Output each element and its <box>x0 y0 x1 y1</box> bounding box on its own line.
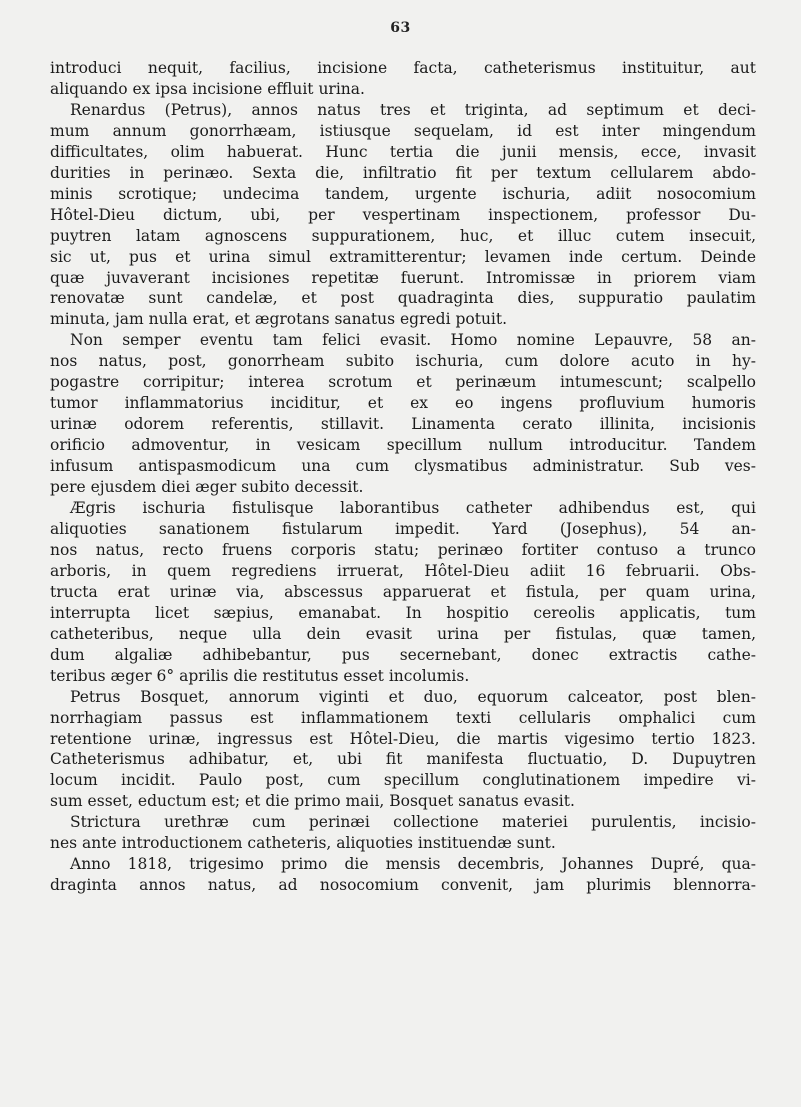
page-number: 63 <box>390 20 411 36</box>
text-line: dum algaliæ adhibebantur, pus secernebant, donec extractis cathe- <box>50 645 756 664</box>
body-text <box>50 58 756 896</box>
text-line: Anno 1818, trigesimo primo die mensis decembris, Johannes Dupré, qua- <box>70 855 756 874</box>
text-line: renovatæ sunt candelæ, et post quadraginta dies, suppuratio paulatim <box>50 289 756 308</box>
text-line: norrhagiam passus est inflammationem texti cellularis omphalici cum <box>50 708 756 727</box>
text-line: Non semper eventu tam felici evasit. Homo nomine Lepauvre, 58 an- <box>70 331 756 350</box>
text-line: sic ut, pus et urina simul extramitterentur; levamen inde certum. Deinde <box>50 247 756 266</box>
text-line: urinæ odorem referentis, stillavit. Linamenta cerato illinita, incisionis <box>50 415 756 434</box>
text-line: difficultates, olim habuerat. Hunc tertia die junii mensis, ecce, invasit <box>50 142 756 161</box>
text-line: mum annum gonorrhæam, istiusque sequelam, id est inter mingendum <box>50 121 756 140</box>
text-line: sum esset, eductum est; et die primo maii, Bosquet sanatus evasit. <box>50 792 575 811</box>
text-line: Renardus (Petrus), annos natus tres et triginta, ad septimum et deci- <box>70 100 756 119</box>
text-line: catheteribus, neque ulla dein evasit urina per fistulas, quæ tamen, <box>50 624 756 643</box>
text-line: Strictura urethræ cum perinæi collectione materiei purulentis, incisio- <box>70 813 756 832</box>
text-line: Hôtel-Dieu dictum, ubi, per vespertinam inspectionem, professor Du- <box>50 205 756 224</box>
text-line: infusum antispasmodicum una cum clysmatibus administratur. Sub ves- <box>50 457 756 476</box>
text-line: introduci nequit, facilius, incisione facta, catheterismus instituitur, aut <box>50 59 756 77</box>
text-line: nos natus, post, gonorrheam subito ischuria, cum dolore acuto in hy- <box>50 352 756 371</box>
text-line: locum incidit. Paulo post, cum specillum conglutinationem impedire vi- <box>50 771 756 790</box>
text-line: interrupta licet sæpius, emanabat. In hospitio cereolis applicatis, tum <box>50 603 756 622</box>
text-line: aliquando ex ipsa incisione effluit urina. <box>50 79 365 98</box>
text-line: teribus æger 6° aprilis die restitutus esset incolumis. <box>50 666 470 685</box>
text-line: durities in perinæo. Sexta die, infiltratio fit per textum cellularem abdo- <box>50 163 756 182</box>
text-line: retentione urinæ, ingressus est Hôtel-Dieu, die martis vigesimo tertio 1823. <box>50 729 756 748</box>
text-line: minis scrotique; undecima tandem, urgente ischuria, adiit nosocomium <box>50 184 756 203</box>
text-line: aliquoties sanationem fistularum impedit. Yard (Josephus), 54 an- <box>50 519 756 538</box>
text-line: pere ejusdem diei æger subito decessit. <box>50 478 364 497</box>
text-line: pogastre corripitur; interea scrotum et perinæum intumescunt; scalpello <box>50 373 756 392</box>
text-line: nes ante introductionem catheteris, aliquoties instituendæ sunt. <box>50 834 556 853</box>
text-line: Catheterismus adhibatur, et, ubi fit manifesta fluctuatio, D. Dupuytren <box>50 750 756 769</box>
text-line: puytren latam agnoscens suppurationem, huc, et illuc cutem insecuit, <box>50 226 756 245</box>
text-line: minuta, jam nulla erat, et ægrotans sanatus egredi potuit. <box>50 310 508 329</box>
text-line: Petrus Bosquet, annorum viginti et duo, equorum calceator, post blen- <box>70 687 756 706</box>
text-line: arboris, in quem regrediens irruerat, Hôtel-Dieu adiit 16 februarii. Obs- <box>50 561 756 580</box>
text-line: nos natus, recto fruens corporis statu; perinæo fortiter contuso a trunco <box>50 540 756 559</box>
text-line: Ægris ischuria fistulisque laborantibus catheter adhibendus est, qui <box>70 499 756 518</box>
text-line: tructa erat urinæ via, abscessus apparuerat et fistula, per quam urina, <box>50 582 756 601</box>
text-line: tumor inflammatorius inciditur, et ex eo ingens profluvium humoris <box>50 394 756 413</box>
text-line: orificio admoventur, in vesicam specillum nullum introducitur. Tandem <box>50 436 756 455</box>
text-line: draginta annos natus, ad nosocomium convenit, jam plurimis blennorra- <box>50 876 756 895</box>
text-line: quæ juvaverant incisiones repetitæ fuerunt. Intromissæ in priorem viam <box>50 268 756 287</box>
